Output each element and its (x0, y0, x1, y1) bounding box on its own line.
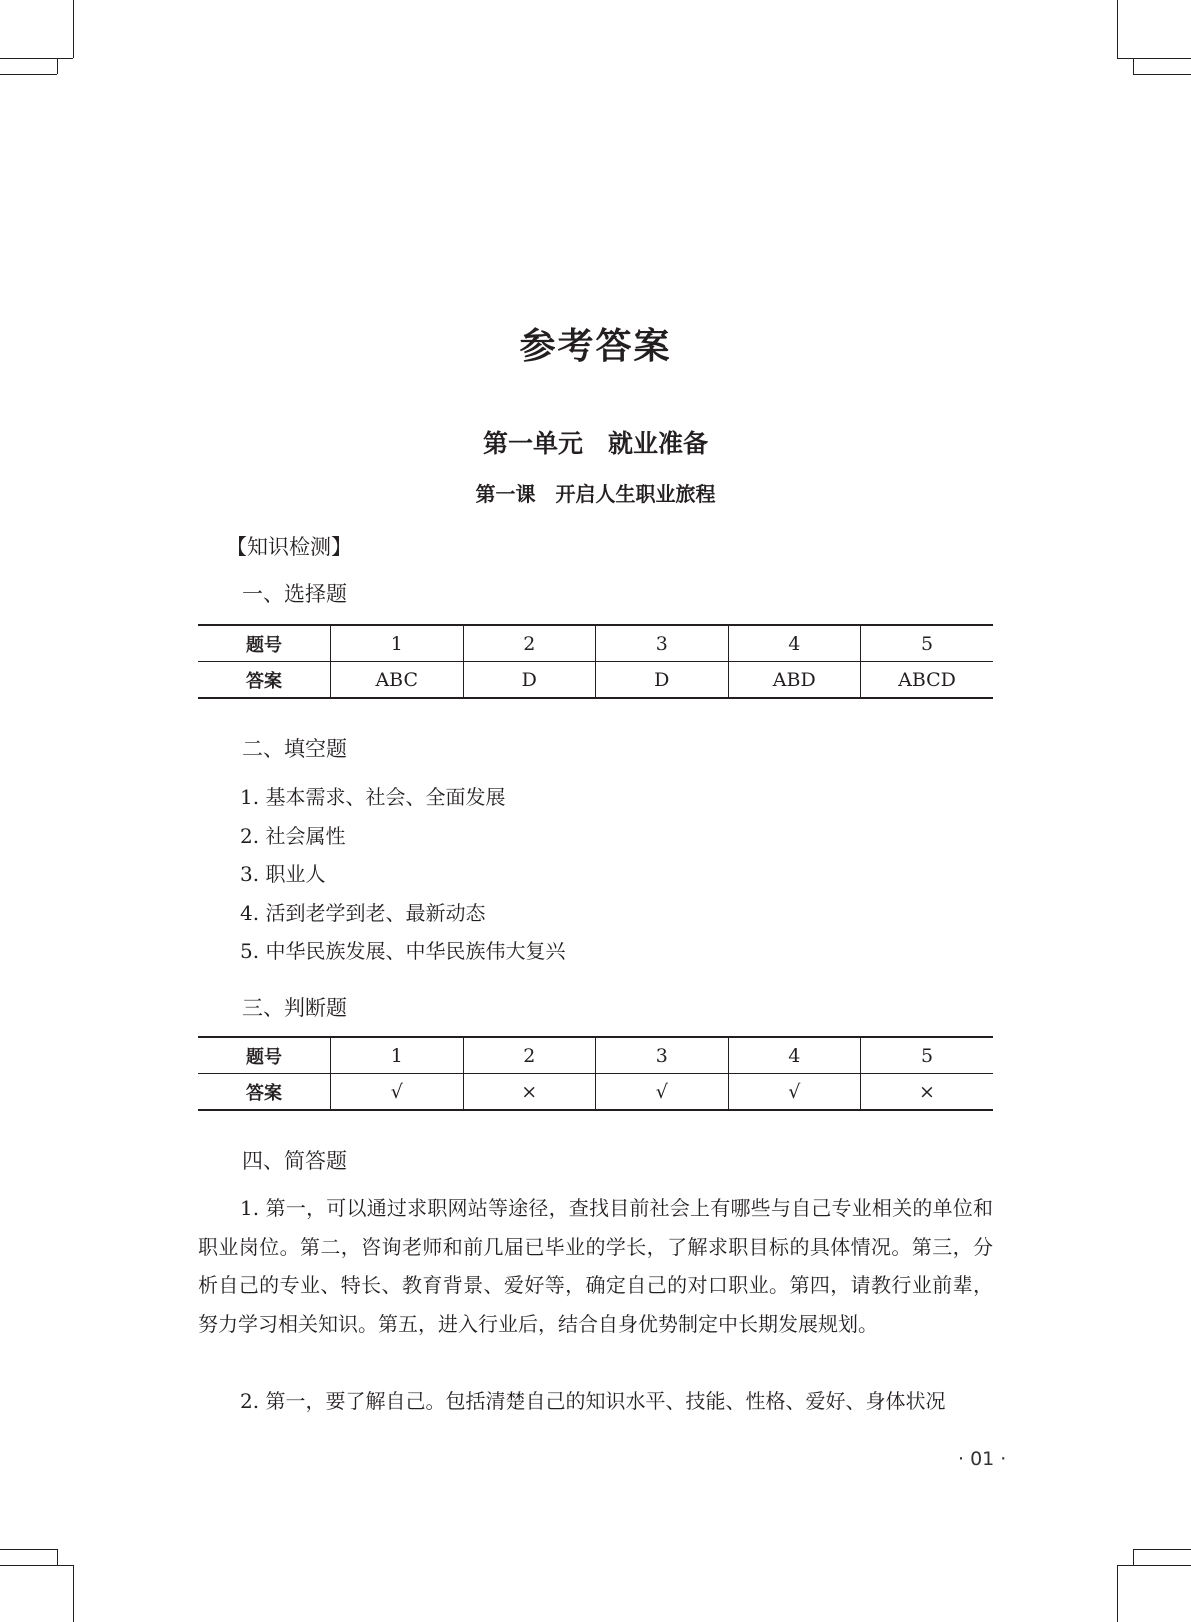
table-cell: 题号 (198, 1037, 331, 1074)
table-cell: ABD (728, 662, 861, 699)
table-row (198, 662, 993, 699)
table-cell: 1 (331, 625, 464, 662)
crop-mark (1133, 58, 1134, 74)
table-row (198, 1074, 993, 1111)
table-cell: ABC (331, 662, 464, 699)
table-cell: ABCD (861, 662, 994, 699)
crop-mark (73, 0, 74, 58)
crop-mark (1133, 74, 1191, 75)
table-cell: × (463, 1074, 596, 1111)
table-cell: 答案 (246, 1082, 282, 1104)
choice-heading: 一、选择题 (242, 582, 347, 606)
crop-mark (0, 1549, 57, 1550)
judge-heading: 三、判断题 (242, 996, 347, 1020)
table-cell: × (861, 1074, 994, 1111)
table-cell: 2 (463, 1037, 596, 1074)
short-heading: 四、简答题 (242, 1149, 347, 1173)
crop-mark (0, 74, 57, 75)
page-title: 参考答案 (519, 326, 672, 367)
table-cell: 2 (463, 625, 596, 662)
crop-mark (1133, 1549, 1134, 1565)
list-item: 5. 中华民族发展、中华民族伟大复兴 (240, 939, 566, 963)
fill-answer-list (240, 778, 565, 971)
table-cell: √ (728, 1074, 861, 1111)
list-item: 4. 活到老学到老、最新动态 (240, 900, 486, 925)
list-item: 3. 职业人 (240, 862, 326, 886)
judge-answer-table (198, 1036, 993, 1111)
crop-mark (0, 58, 73, 59)
crop-mark (1117, 58, 1191, 59)
table-cell: D (596, 662, 729, 699)
crop-mark (57, 58, 58, 74)
choice-answer-table (198, 624, 993, 699)
short-answer-paragraph: 1. 第一，可以通过求职网站等途径，查找目前社会上有哪些与自己专业相关的单位和职业岗位。第二，咨询老师和前几届已毕业的学长，了解求职目标的具体情况。第三，分析自己的专业、特长、教育背景、爱好等，确定自己的对口职业。第四，请教行业前辈，努力学习相关知识。第五，进入行业后，结合自身优势制定中长期发展规划。 (198, 1196, 993, 1336)
table-cell: 3 (596, 625, 729, 662)
table-cell: 1 (331, 1037, 464, 1074)
table-cell: 3 (596, 1037, 729, 1074)
unit-title: 第一单元 就业准备 (482, 429, 708, 458)
table-cell: 5 (861, 625, 994, 662)
short-answer-paragraph: 2. 第一，要了解自己。包括清楚自己的知识水平、技能、性格、爱好、身体状况 (240, 1389, 946, 1413)
table-cell: √ (596, 1074, 729, 1111)
page-number: · 01 · (958, 1448, 1007, 1470)
table-cell: 题号 (198, 625, 331, 662)
table-cell: 4 (728, 625, 861, 662)
crop-mark (0, 1565, 73, 1566)
lesson-title: 第一课 开启人生职业旅程 (475, 482, 716, 506)
list-item: 1. 基本需求、社会、全面发展 (240, 785, 506, 809)
crop-mark (1133, 1549, 1191, 1550)
table-cell: √ (331, 1074, 464, 1111)
fill-heading: 二、填空题 (242, 737, 347, 761)
table-cell: 4 (728, 1037, 861, 1074)
crop-mark (1117, 1565, 1118, 1622)
crop-mark (73, 1565, 74, 1622)
table-cell: 答案 (246, 670, 282, 692)
crop-mark (1117, 1565, 1191, 1566)
table-cell: D (463, 662, 596, 699)
table-cell: 5 (861, 1037, 994, 1074)
section-label: 【知识检测】 (226, 535, 352, 559)
crop-mark (57, 1549, 58, 1565)
crop-mark (1117, 0, 1118, 58)
list-item: 2. 社会属性 (240, 823, 346, 848)
table-header-row (198, 1037, 993, 1074)
table-header-row (198, 625, 993, 662)
